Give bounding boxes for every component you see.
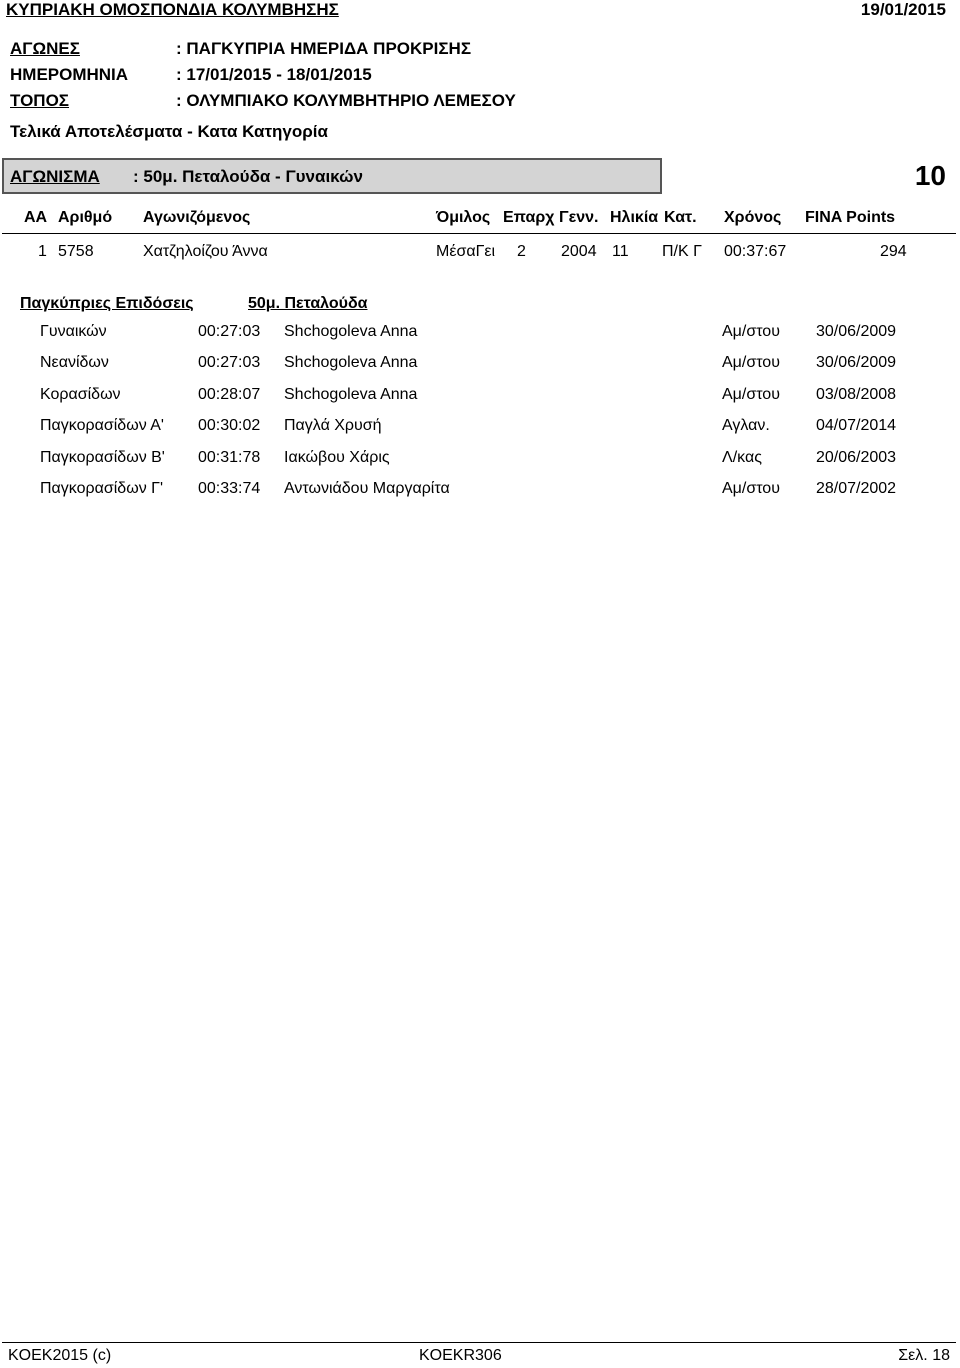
result-ilikia: 11	[612, 243, 629, 260]
agones-value: : ΠΑΓΚΥΠΡΙΑ ΗΜΕΡΙΔΑ ΠΡΟΚΡΙΣΗΣ	[176, 39, 472, 58]
record-date: 03/08/2008	[816, 386, 897, 403]
col-kat: Κατ.	[664, 209, 697, 226]
footer-left: KOEK2015 (c)	[8, 1347, 112, 1364]
event-value: : 50μ. Πεταλούδα - Γυναικών	[133, 167, 363, 186]
col-genn: Γενν.	[559, 209, 599, 226]
event-number: 10	[914, 160, 946, 191]
record-club: Αμ/στου	[722, 323, 780, 340]
col-fina: FINA Points	[805, 209, 896, 226]
record-category: Παγκορασίδων Α'	[40, 417, 164, 434]
header-rule	[2, 233, 956, 234]
report-date: 19/01/2015	[860, 0, 946, 19]
result-name: Χατζηλοίζου Άννα	[143, 243, 268, 260]
record-time: 00:33:74	[198, 480, 261, 497]
result-eparx: 2	[517, 243, 526, 260]
record-category: Γυναικών	[40, 323, 107, 340]
col-agonizomenos: Αγωνιζόμενος	[143, 209, 251, 226]
records-title: Παγκύπριες Επιδόσεις	[20, 295, 194, 312]
topos-value: : ΟΛΥΜΠΙΑΚΟ ΚΟΛΥΜΒΗΤΗΡΙΟ ΛΕΜΕΣΟΥ	[176, 91, 516, 110]
record-category: Νεανίδων	[40, 354, 109, 371]
record-time: 00:31:78	[198, 449, 261, 466]
footer-rule	[2, 1342, 956, 1343]
record-time: 00:27:03	[198, 354, 261, 371]
record-date: 30/06/2009	[816, 354, 897, 371]
result-genn: 2004	[561, 243, 597, 260]
result-aa: 1	[38, 243, 47, 260]
result-arithmos: 5758	[58, 243, 94, 260]
record-date: 30/06/2009	[816, 323, 897, 340]
result-omilos: ΜέσαΓει	[436, 243, 496, 260]
footer-center: KOEKR306	[419, 1347, 502, 1364]
record-date: 20/06/2003	[816, 449, 897, 466]
result-kat: Π/Κ Γ	[662, 243, 702, 260]
records-event: 50μ. Πεταλούδα	[248, 295, 368, 312]
record-club: Αγλαν.	[722, 417, 770, 434]
result-fina: 294	[880, 243, 907, 260]
agones-label: ΑΓΩΝΕΣ	[10, 39, 80, 58]
record-name: Ιακώβου Χάρις	[284, 449, 390, 466]
col-eparx: Επαρχ	[503, 209, 555, 226]
record-club: Αμ/στου	[722, 480, 780, 497]
record-category: Παγκορασίδων Γ'	[40, 480, 163, 497]
record-date: 04/07/2014	[816, 417, 897, 434]
page-number: Σελ. 18	[898, 1347, 950, 1364]
event-label: ΑΓΩΝΙΣΜΑ	[10, 167, 100, 186]
record-club: Αμ/στου	[722, 354, 780, 371]
col-arithmos: Αριθμό	[58, 209, 113, 226]
record-time: 00:27:03	[198, 323, 261, 340]
col-xronos: Χρόνος	[724, 209, 782, 226]
record-name: Αντωνιάδου Μαργαρίτα	[284, 480, 450, 497]
imerominia-label: ΗΜΕΡΟΜΗΝΙΑ	[10, 65, 129, 84]
record-category: Κορασίδων	[40, 386, 121, 403]
imerominia-value: : 17/01/2015 - 18/01/2015	[176, 65, 372, 84]
record-club: Αμ/στου	[722, 386, 780, 403]
record-name: Παγλά Χρυσή	[284, 417, 382, 434]
federation-title: ΚΥΠΡΙΑΚΗ ΟΜΟΣΠΟΝΔΙΑ ΚΟΛΥΜΒΗΣΗΣ	[6, 0, 339, 19]
col-aa: AA	[24, 209, 48, 226]
results-subtitle: Τελικά Αποτελέσματα - Κατα Κατηγορία	[10, 122, 328, 141]
col-omilos: Όμιλος	[436, 209, 491, 226]
result-xronos: 00:37:67	[724, 243, 787, 260]
record-name: Shchogoleva Anna	[284, 323, 418, 340]
record-time: 00:28:07	[198, 386, 261, 403]
record-category: Παγκορασίδων Β'	[40, 449, 165, 466]
record-time: 00:30:02	[198, 417, 261, 434]
topos-label: ΤΟΠΟΣ	[10, 91, 70, 110]
col-ilikia: Ηλικία	[610, 209, 659, 226]
record-club: Λ/κας	[722, 449, 762, 466]
record-name: Shchogoleva Anna	[284, 386, 418, 403]
record-date: 28/07/2002	[816, 480, 897, 497]
record-name: Shchogoleva Anna	[284, 354, 418, 371]
